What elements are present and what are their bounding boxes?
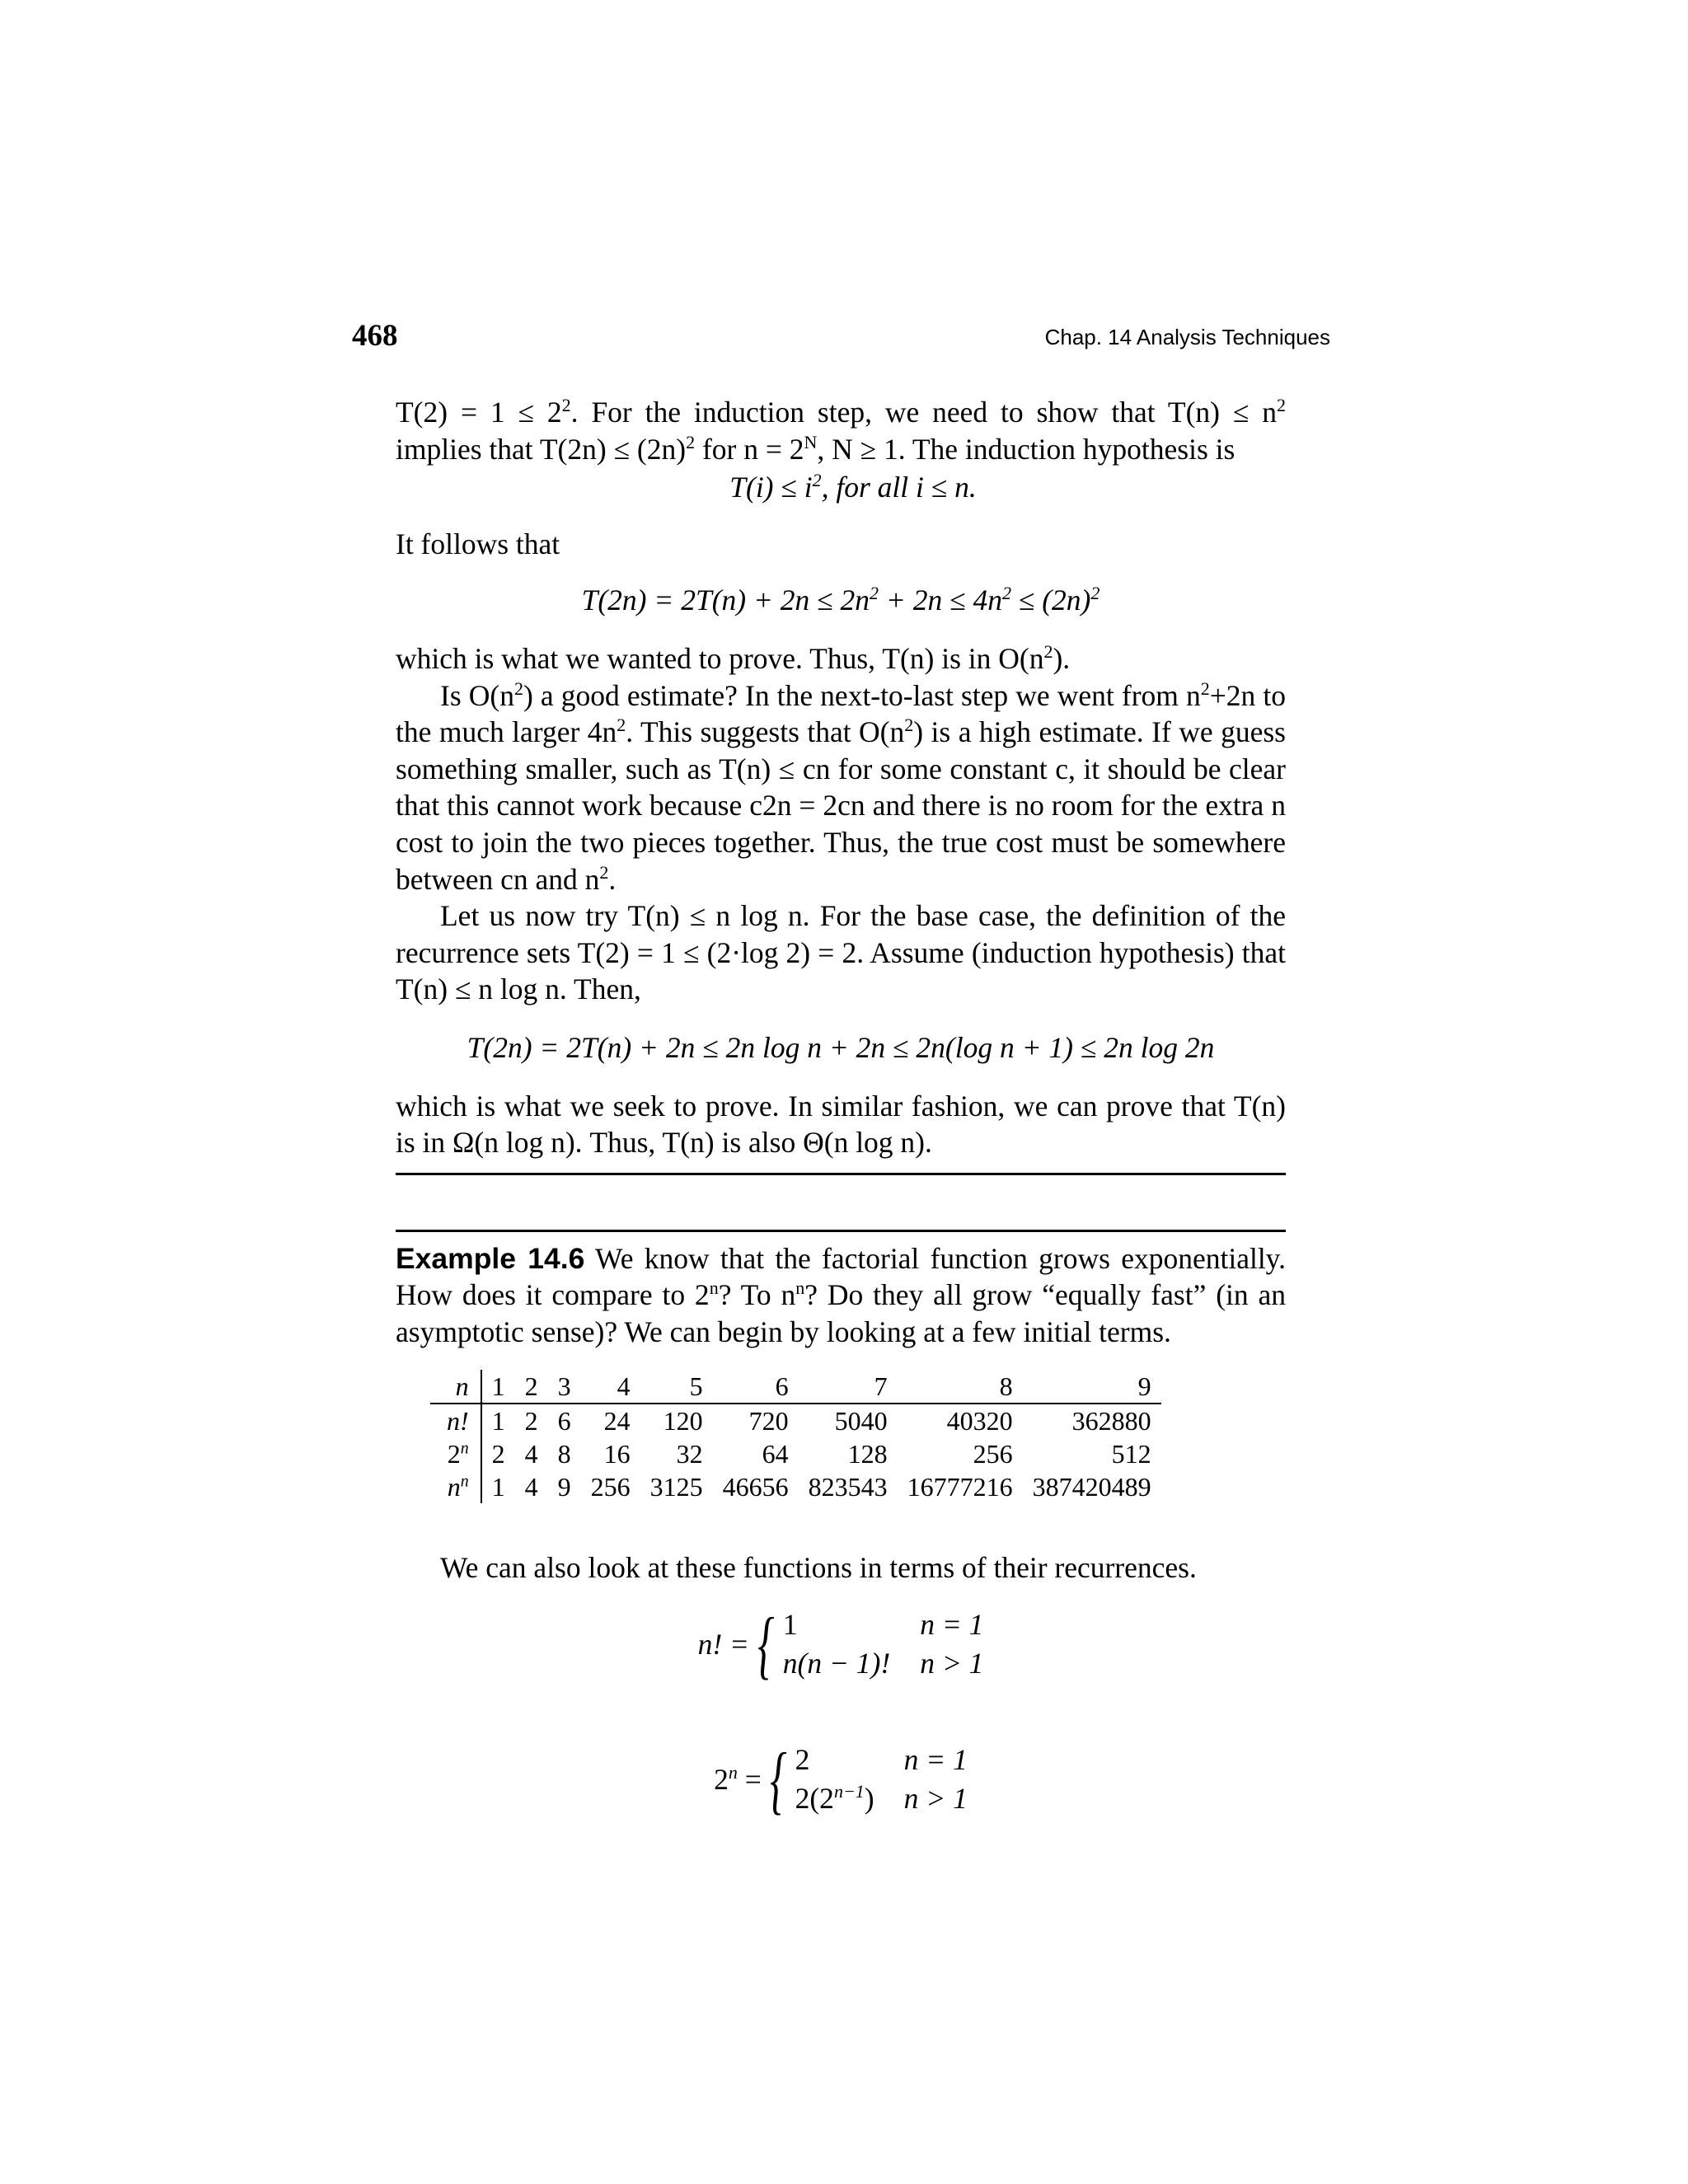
paragraph-it-follows: It follows that (396, 527, 560, 560)
equation-nlogn: T(2n) = 2T(n) + 2n ≤ 2n log n + 2n ≤ 2n(log n + 1) ≤ 2n log 2n (467, 1030, 1215, 1064)
table-row-label: 2$^n$ (430, 1437, 481, 1470)
page-header (352, 318, 1330, 361)
recurrence-factorial: n! = { 1 n = 1 n(n − 1)! n > 1 (697, 1602, 984, 1687)
paragraph-good-estimate: Is $O(n^2)$ a good estimate? In the next-to-last step we went from $n^2+2n$ to the much larger $4n^2$. This suggests that $O(n^2)$ is a high estimate. If we guess something smaller, such as T(n) ≤ cn for some constant c, it should be clear that this cannot work because c2n = 2cn and there is no room for the extra n cost to join the two pieces together. Thus, the true cost must be somewhere between cn and $n^2$. (396, 677, 1286, 896)
equation-t2n: $T(2n) = 2T(n) + 2n \le 2n^2 + 2n \le 4n^2 \le (2n)^2$ (581, 583, 1100, 617)
recurrence-power: $2^n$ = { 2 n = 1 $2(2^{n-1})$ n > 1 (714, 1737, 968, 1822)
paragraph-induction-step: $T(2) = 1 \le 2^2$. For the induction step, we need to show that $T(n) \le n^2$ implies that $T(2n) \le (2n)^2$ for $n = 2^N$, N ≥ 1. The induction hypothesis is (396, 395, 1286, 466)
body-text (396, 394, 1287, 1822)
running-head: Chap. 14 Analysis Techniques (1044, 325, 1330, 349)
example-label: Example 14.6 (396, 1241, 585, 1275)
left-brace: { (770, 1737, 787, 1822)
paragraph-thus-on2: which is what we wanted to prove. Thus, T(n) is in $O(n^2)$. (396, 641, 1071, 675)
table-row-label: n (430, 1370, 481, 1404)
growth-table (430, 1370, 1161, 1503)
table-row: n! 1 2 6 24 120 720 5040 40320 362880 (430, 1404, 1161, 1437)
table-header-row: n 1 2 3 4 5 6 7 8 9 (430, 1370, 1161, 1404)
table-row-label: $n^n$ (430, 1470, 481, 1503)
example-paragraph: Example 14.6 We know that the factorial function grows exponentially. How does it compare to 2$^n$? To $n^n$? Do they all grow “equally fast” (in an asymptotic sense)? We can begin by looking at a few initial terms. (396, 1241, 1287, 1348)
end-rule (396, 1173, 1286, 1175)
equation-hypothesis: $T(i) \le i^2$, for all i ≤ n. (729, 470, 977, 504)
example-rule (396, 1230, 1286, 1232)
paragraph-nlogn: Let us now try T(n) ≤ n log n. For the base case, the definition of the recurrence sets T(2) = 1 ≤ (2·log 2) = 2. Assume (induction hypothesis) that T(n) ≤ n log n. Then, (396, 899, 1286, 1006)
page-number: 468 (352, 319, 398, 353)
left-brace: { (757, 1602, 775, 1687)
paragraph-recurrences: We can also look at these functions in terms of their recurrences. (440, 1551, 1197, 1585)
table-row: $n^n$ 1 4 9 256 3125 46656 823543 16777216 387420489 (430, 1470, 1161, 1503)
table-row-label: n! (430, 1404, 481, 1437)
paragraph-conclusion: which is what we seek to prove. In similar fashion, we can prove that T(n) is in Ω(n log n). Thus, T(n) is also Θ(n log n). (396, 1089, 1286, 1160)
table-row: 2$^n$ 2 4 8 16 32 64 128 256 512 (430, 1437, 1161, 1470)
